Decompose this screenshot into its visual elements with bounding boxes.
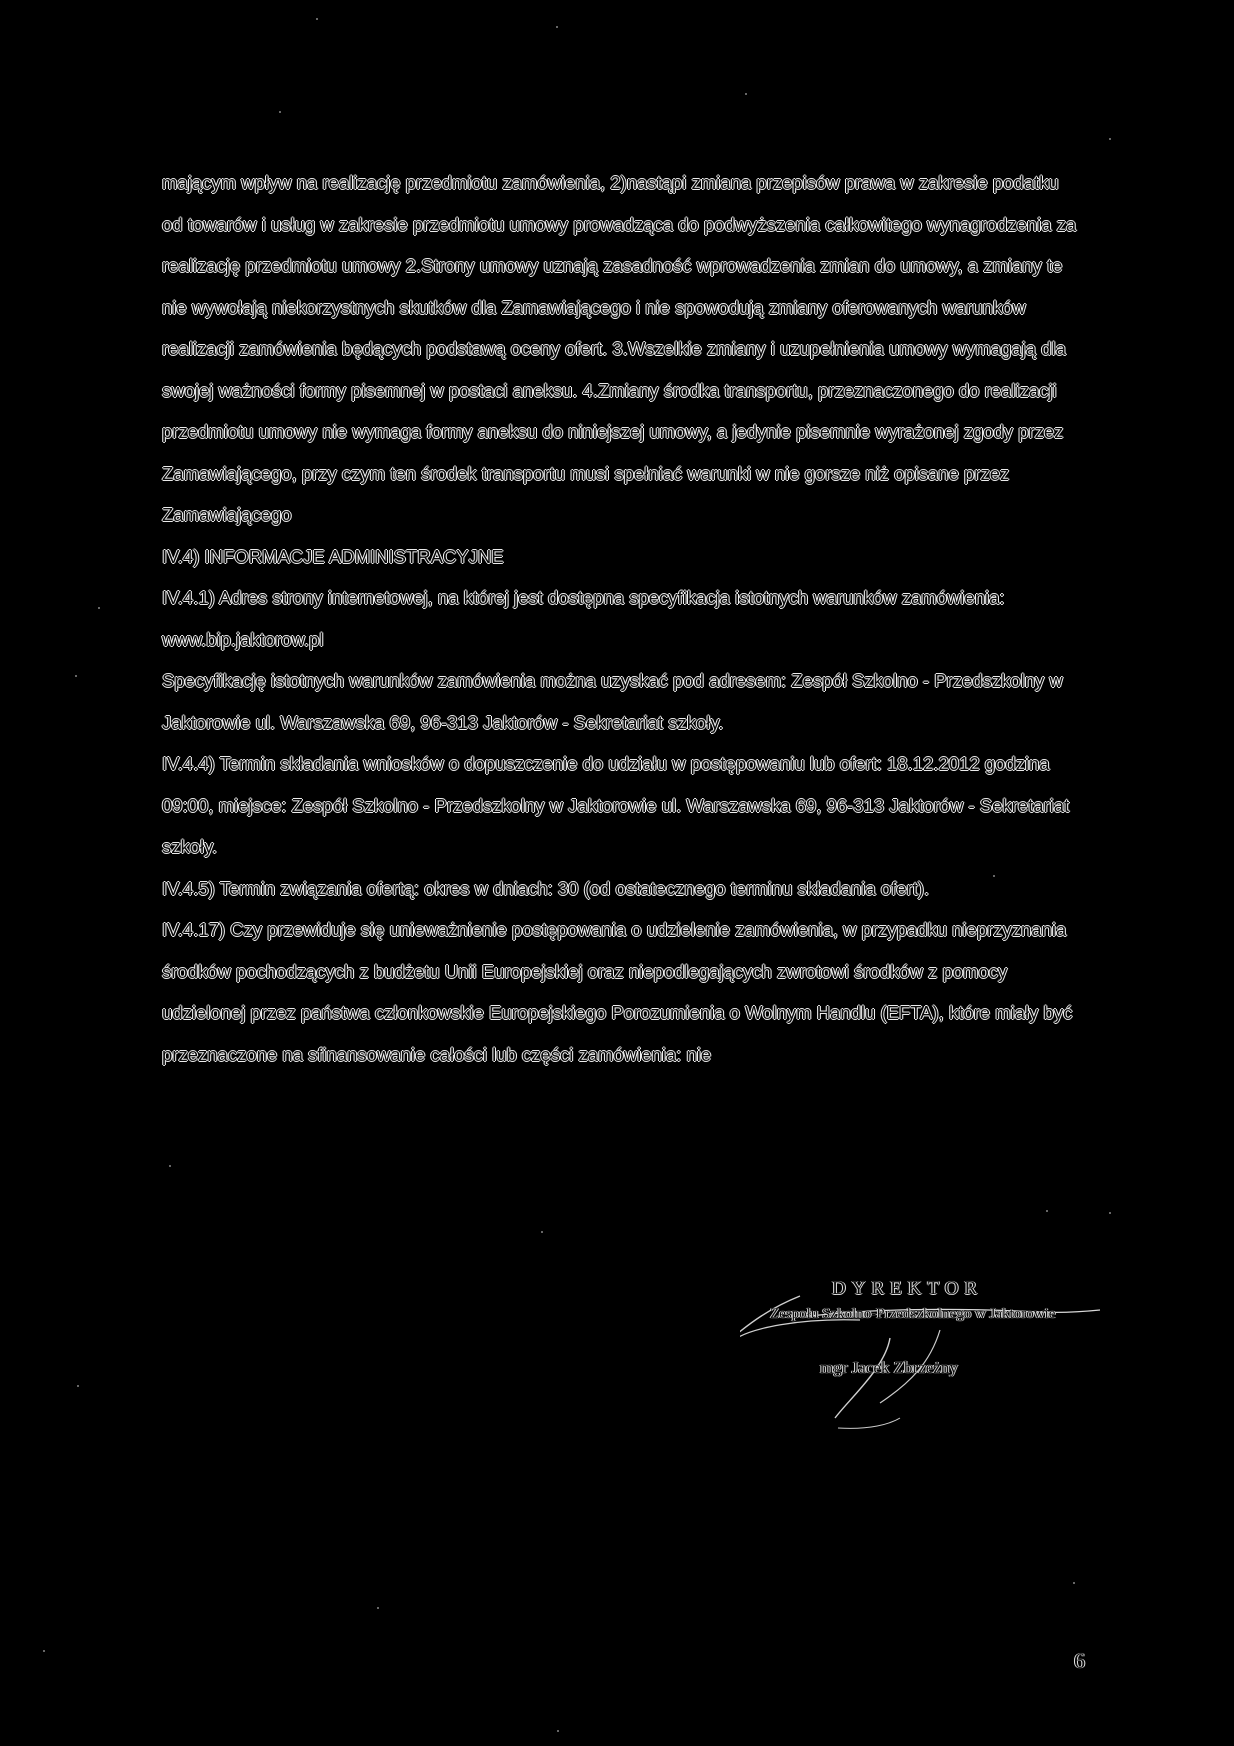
scan-speck (169, 1165, 171, 1167)
paragraph-submission-deadline: IV.4.4) Termin składania wniosków o dopuszczenie do udziału w postępowaniu lub ofert: 18.12.2012 godzina 09:00, miejsce: Zespół Szkolno - Przedszkolny w Jaktorowie ul. Warszawska 69, 96-313 Jaktorów - Sekretariat szkoły. (162, 753, 1070, 857)
scan-speck (77, 1385, 79, 1387)
scan-speck (745, 93, 747, 95)
scan-speck (75, 675, 77, 677)
scan-speck (1073, 1582, 1075, 1584)
scan-speck (1109, 138, 1111, 140)
scan-speck (43, 1650, 45, 1652)
page-number: 6 (1074, 1648, 1085, 1673)
scan-speck (557, 1730, 559, 1732)
scan-speck (993, 875, 995, 877)
scan-speck (279, 111, 281, 113)
scan-speck (1109, 1212, 1111, 1214)
paragraph-cancellation-clause: IV.4.17) Czy przewiduje się unieważnienie postępowania o udzielenie zamówienia, w przypadku nieprzyznania środków pochodzących z budżetu Unii Europejskiej oraz niepodlegających zwrotowi środków z pomocy udzielonej przez państwa członkowskie Europejskiego Porozumienia o Wolnym Handlu (EFTA), które miały być przeznaczone na sfinansowanie całości lub części zamówienia: nie (162, 919, 1073, 1065)
signature-person-name: mgr Jacek Zbrzeżny (820, 1358, 958, 1377)
paragraph-offer-validity: IV.4.5) Termin związania ofertą: okres w dniach: 30 (od ostatecznego terminu składania ofert). (162, 877, 930, 899)
scan-speck (377, 1607, 379, 1609)
paragraph-specification-address: Specyfikację istotnych warunków zamówienia można uzyskać pod adresem: Zespół Szkolno - Przedszkolny w Jaktorowie ul. Warszawska 69, 96-313 Jaktorów - Sekretariat szkoły. (162, 670, 1063, 733)
director-signature-block (740, 1268, 1120, 1438)
signature-title: DYREKTOR (832, 1278, 984, 1299)
section-heading-administrative-info: IV.4) INFORMACJE ADMINISTRACYJNE (162, 545, 504, 567)
scan-speck (556, 26, 558, 28)
paragraph-website-address: IV.4.1) Adres strony internetowej, na której jest dostępna specyfikacja istotnych warunków zamówienia: www.bip.jaktorow.pl (162, 587, 1005, 650)
scan-speck (316, 18, 318, 20)
signature-school-name: Zespołu Szkolno-Przedszkolnego w Jaktorowie (770, 1306, 1056, 1322)
scan-speck (541, 1231, 543, 1233)
scan-speck (1046, 1210, 1048, 1212)
document-body (162, 162, 1082, 1075)
scan-speck (98, 607, 100, 609)
paragraph-contract-changes: mającym wpływ na realizację przedmiotu zamówienia, 2)nastąpi zmiana przepisów prawa w zakresie podatku od towarów i usług w zakresie przedmiotu umowy prowadząca do podwyższenia całkowitego wynagrodzenia za realizację przedmiotu umowy 2.Strony umowy uznają zasadność wprowadzenia zmian do umowy, a zmiany te nie wywołają niekorzystnych skutków dla Zamawiającego i nie spowodują zmiany oferowanych warunków realizacji zamówienia będących podstawą oceny ofert. 3.Wszelkie zmiany i uzupełnienia umowy wymagają dla swojej ważności formy pisemnej w postaci aneksu. 4.Zmiany środka transportu, przeznaczonego do realizacji przedmiotu umowy nie wymaga formy aneksu do niniejszej umowy, a jedynie pisemnie wyrażonej zgody przez Zamawiającego, przy czym ten środek transportu musi spełniać warunki w nie gorsze niż opisane przez Zamawiającego (162, 172, 1077, 525)
